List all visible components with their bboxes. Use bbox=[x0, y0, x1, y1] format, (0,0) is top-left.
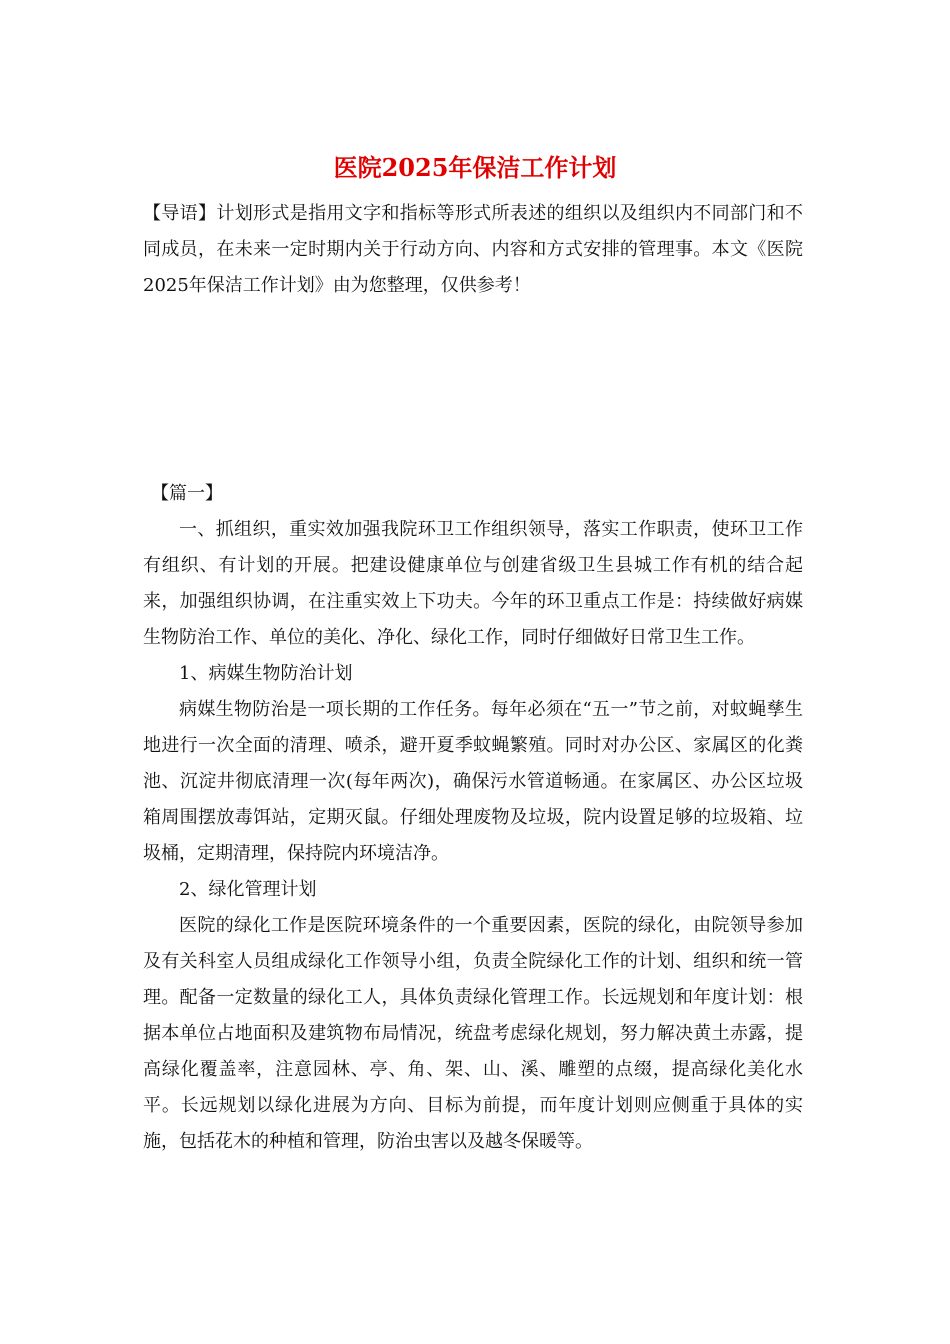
body-paragraph: 医院的绿化工作是医院环境条件的一个重要因素，医院的绿化，由院领导参加及有关科室人员组成绿化工作领导小组，负责全院绿化工作的计划、组织和统一管理。配备一定数量的绿化工人，具体负责绿化管理工作。长远规划和年度计划：根据本单位占地面积及建筑物布局情况，统盘考虑绿化规划，努力解决黄土赤露，提高绿化覆盖率，注意园林、亭、角、架、山、溪、雕塑的点缀，提高绿化美化水平。长远规划以绿化进展为方向、目标为前提，而年度计划则应侧重于具体的实施，包括花木的种植和管理，防治虫害以及越冬保暖等。 bbox=[143, 915, 803, 1152]
section-marker: 【篇一】 bbox=[151, 483, 223, 504]
document-body bbox=[143, 476, 803, 1160]
body-paragraph: 一、抓组织，重实效加强我院环卫工作组织领导，落实工作职责，使环卫工作有组织、有计划的开展。把建设健康单位与创建省级卫生县城工作有机的结合起来，加强组织协调，在注重实效上下功夫。今年的环卫重点工作是：持续做好病媒生物防治工作、单位的美化、净化、绿化工作，同时仔细做好日常卫生工作。 bbox=[143, 519, 803, 648]
document-title: 医院2025年保洁工作计划 bbox=[333, 153, 617, 182]
intro-paragraph: 【导语】计划形式是指用文字和指标等形式所表述的组织以及组织内不同部门和不同成员，在未来一定时期内关于行动方向、内容和方式安排的管理事。本文《医院2025年保洁工作计划》由为您整理，仅供参考！ bbox=[143, 203, 803, 296]
section-heading: 2、绿化管理计划 bbox=[179, 879, 317, 900]
body-paragraph: 病媒生物防治是一项长期的工作任务。每年必须在“五一”节之前，对蚊蝇孳生地进行一次全面的清理、喷杀，避开夏季蚊蝇繁殖。同时对办公区、家属区的化粪池、沉淀井彻底清理一次(每年两次)，确保污水管道畅通。在家属区、办公区垃圾箱周围摆放毒饵站，定期灭鼠。仔细处理废物及垃圾，院内设置足够的垃圾箱、垃圾桶，定期清理，保持院内环境洁净。 bbox=[143, 699, 803, 864]
section-heading: 1、病媒生物防治计划 bbox=[179, 663, 353, 684]
